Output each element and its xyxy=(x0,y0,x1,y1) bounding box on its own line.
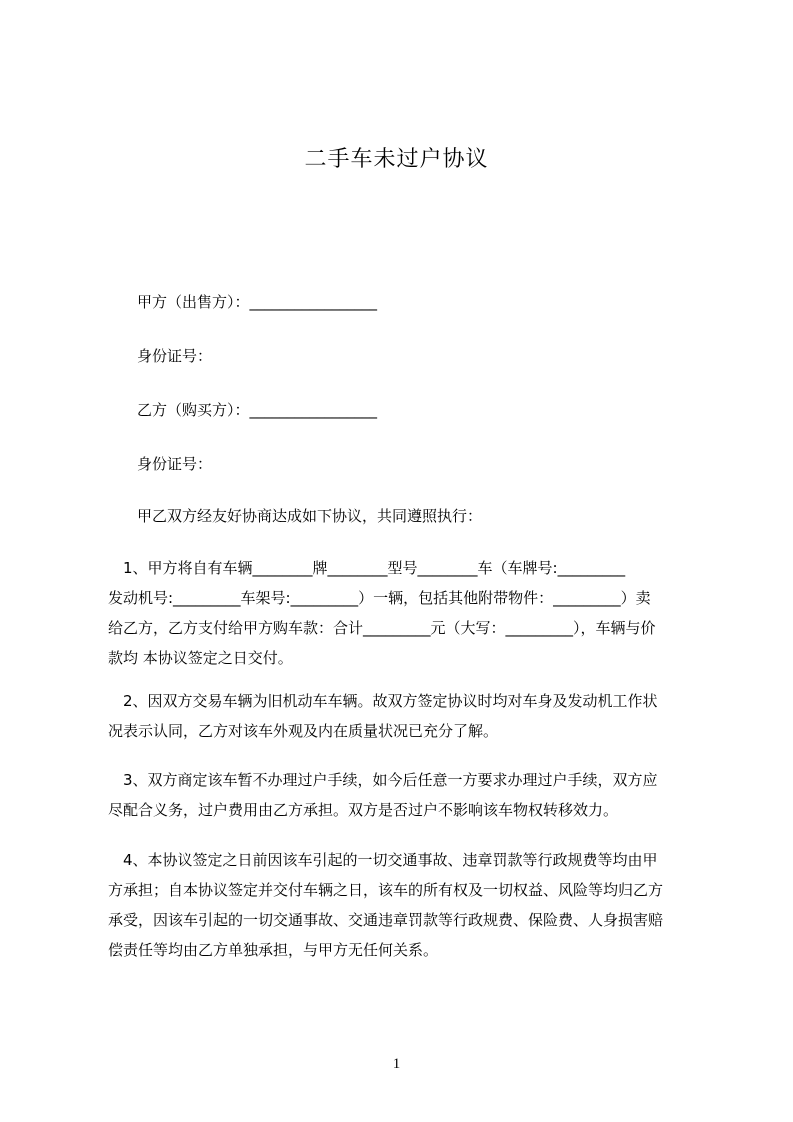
clause-1 xyxy=(108,553,708,673)
page-number: 1 xyxy=(392,1056,401,1072)
clause-2 xyxy=(108,686,708,746)
intro-line: 甲乙双方经友好协商达成如下协议，共同遵照执行： xyxy=(137,507,483,525)
document-title: 二手车未过户协议 xyxy=(304,147,489,172)
party-b-id-line: 身份证号： xyxy=(137,455,213,473)
clause-4 xyxy=(108,845,708,965)
clause-3 xyxy=(108,765,708,825)
clause-4-line: 方承担；自本协议签定并交付车辆之日，该车的所有权及一切权益、风险等均归乙方 xyxy=(108,881,664,899)
clause-4-line: 承受，因该车引起的一切交通事故、交通违章罚款等行政规费、保险费、人身损害赔 xyxy=(108,911,664,929)
clause-1-line: 发动机号:_________车架号:_________）一辆，包括其他附带物件：_________）卖 xyxy=(108,589,651,607)
clause-1-line: 1、甲方将自有车辆________牌________型号________车（车牌号:_________ xyxy=(108,559,626,577)
clause-2-line: 2、因双方交易车辆为旧机动车车辆。故双方签定协议时均对车身及发动机工作状 xyxy=(108,692,658,710)
clause-3-line: 3、双方商定该车暂不办理过户手续，如今后任意一方要求办理过户手续，双方应 xyxy=(108,771,658,789)
clause-4-line: 4、本协议签定之日前因该车引起的一切交通事故、违章罚款等行政规费等均由甲 xyxy=(108,851,658,869)
clause-1-line: 款均 本协议签定之日交付。 xyxy=(108,649,293,667)
clause-1-line: 给乙方，乙方支付给甲方购车款：合计_________元（大写：_________），车辆与价 xyxy=(108,619,656,637)
clause-4-line: 偿责任等均由乙方单独承担，与甲方无任何关系。 xyxy=(108,941,439,959)
party-a-id-line: 身份证号： xyxy=(137,347,213,365)
party-a-line: 甲方（出售方）：_________________ xyxy=(137,293,378,311)
clause-2-line: 况表示认同，乙方对该车外观及内在质量状况已充分了解。 xyxy=(108,722,499,740)
party-b-line: 乙方（购买方）：_________________ xyxy=(137,401,378,419)
clause-3-line: 尽配合义务，过户费用由乙方承担。双方是否过户不影响该车物权转移效力。 xyxy=(108,801,619,819)
